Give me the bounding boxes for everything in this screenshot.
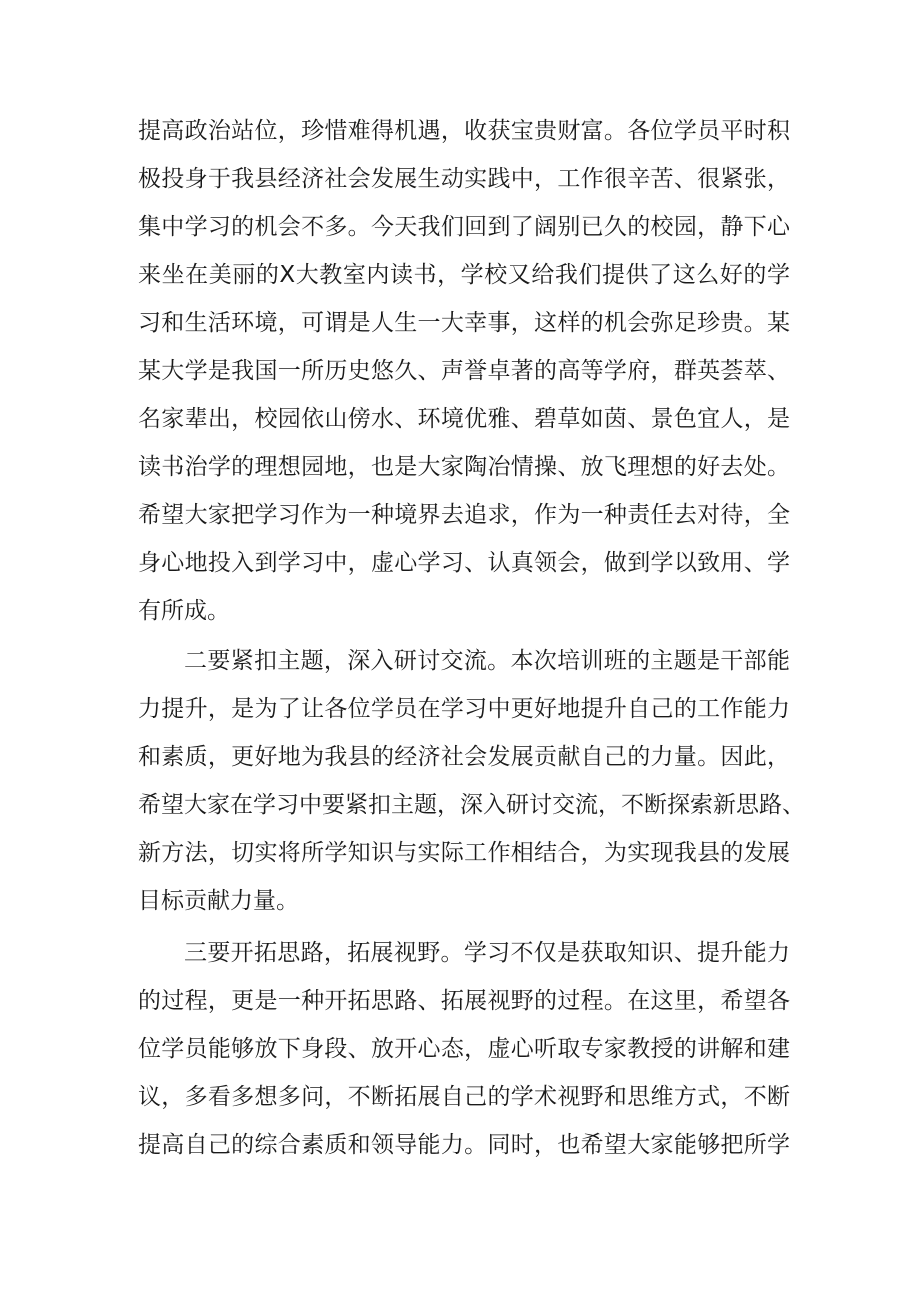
text-line: 集中学习的机会不多。今天我们回到了阔别已久的校园，静下心 bbox=[138, 214, 790, 240]
text-line: 议，多看多想多问，不断拓展自己的学术视野和思维方式，不断 bbox=[138, 1084, 790, 1110]
text-line: 目标贡献力量。 bbox=[138, 888, 299, 914]
text-line: 位学员能够放下身段、放开心态，虚心听取专家教授的讲解和建 bbox=[138, 1036, 790, 1062]
text-line: 和素质，更好地为我县的经济社会发展贡献自己的力量。因此， bbox=[138, 744, 790, 770]
text-line: 习和生活环境，可谓是人生一大幸事，这样的机会弥足珍贵。某 bbox=[138, 310, 790, 336]
text-line: 的过程，更是一种开拓思路、拓展视野的过程。在这里，希望各 bbox=[138, 988, 790, 1014]
text-line: 名家辈出，校园依山傍水、环境优雅、碧草如茵、景色宜人，是 bbox=[138, 406, 790, 432]
text-line: 力提升，是为了让各位学员在学习中更好地提升自己的工作能力 bbox=[138, 696, 790, 722]
text-line: 有所成。 bbox=[138, 598, 230, 624]
text-line: 来坐在美丽的X大教室内读书，学校又给我们提供了这么好的学 bbox=[138, 262, 790, 288]
text-line: 提高自己的综合素质和领导能力。同时，也希望大家能够把所学 bbox=[138, 1132, 790, 1158]
text-line: 希望大家在学习中要紧扣主题，深入研讨交流，不断探索新思路、 bbox=[138, 792, 805, 818]
text-line: 希望大家把学习作为一种境界去追求，作为一种责任去对待，全 bbox=[138, 502, 790, 528]
text-line: 身心地投入到学习中，虚心学习、认真领会，做到学以致用、学 bbox=[138, 550, 790, 576]
paragraph-first-line: 二要紧扣主题，深入研讨交流。本次培训班的主题是干部能 bbox=[184, 648, 790, 674]
text-line: 提高政治站位，珍惜难得机遇，收获宝贵财富。各位学员平时积 bbox=[138, 118, 790, 144]
text-line: 新方法，切实将所学知识与实际工作相结合，为实现我县的发展 bbox=[138, 840, 790, 866]
text-line: 读书治学的理想园地，也是大家陶冶情操、放飞理想的好去处。 bbox=[138, 454, 790, 480]
paragraph-first-line: 三要开拓思路，拓展视野。学习不仅是获取知识、提升能力 bbox=[184, 940, 790, 966]
text-line: 某大学是我国一所历史悠久、声誉卓著的高等学府，群英荟萃、 bbox=[138, 358, 790, 384]
text-line: 极投身于我县经济社会发展生动实践中，工作很辛苦、很紧张， bbox=[138, 166, 790, 192]
